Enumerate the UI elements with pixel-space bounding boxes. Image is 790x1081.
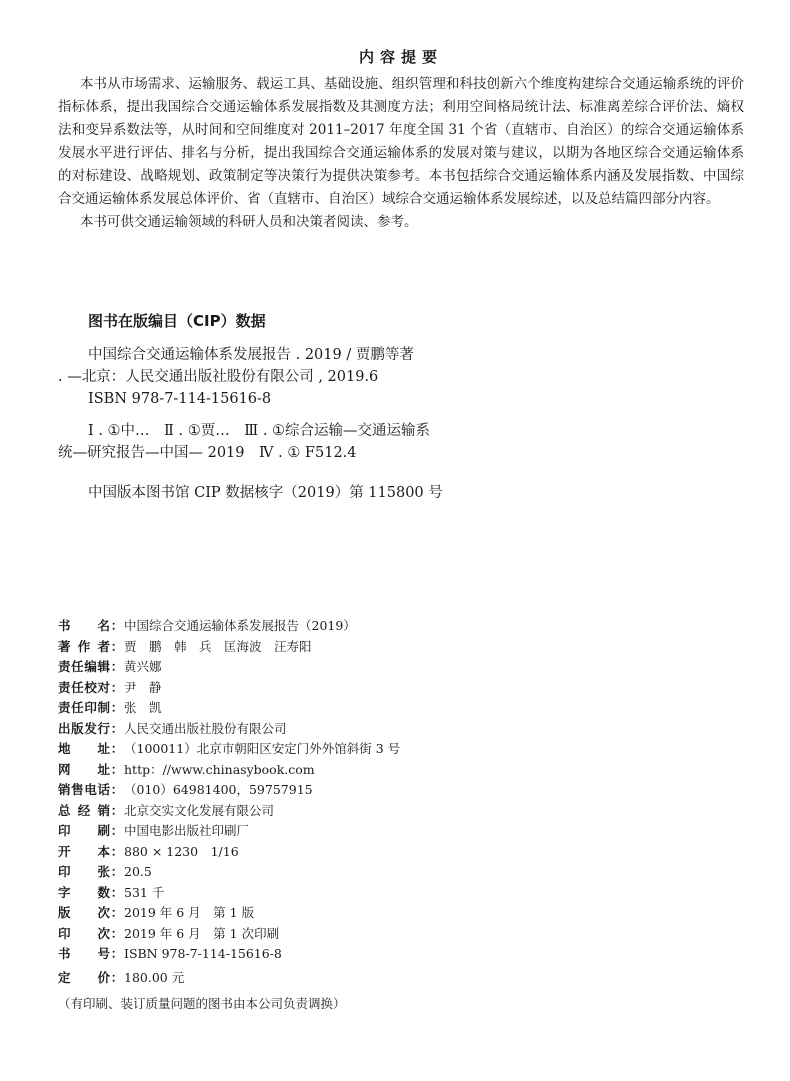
colophon-colon: ：: [110, 638, 124, 654]
colophon-row: [58, 944, 744, 965]
colophon-value: 2019 年 6 月 第 1 版: [124, 905, 255, 920]
colophon-label: 著作者: [58, 638, 110, 654]
colophon-value: http：//www.chinasybook.com: [124, 761, 315, 777]
colophon-colon: ：: [110, 700, 124, 715]
colophon-row: [58, 678, 744, 699]
summary-paragraph: [58, 73, 744, 211]
colophon-value: 张 凯: [124, 700, 162, 715]
colophon-row: [58, 862, 744, 883]
colophon-row: [58, 760, 744, 781]
summary-readers: 本书可供交通运输领域的科研人员和决策者阅读、参考。: [80, 214, 418, 230]
colophon-label: 印次: [58, 925, 110, 941]
colophon-row: [58, 698, 744, 719]
colophon-colon: ：: [110, 720, 124, 736]
colophon-label: 出版发行: [58, 720, 110, 736]
colophon-colon: ：: [110, 969, 124, 985]
colophon-value: 黄兴娜: [124, 659, 162, 674]
colophon-row: [58, 780, 744, 801]
summary-line: 指标体系，提出我国综合交通运输体系发展指数及其测度方法；利用空间格局统计法、标准离差综合评价法、熵权法和: [58, 99, 744, 138]
colophon-value: 531 千: [124, 884, 165, 900]
colophon-row: [58, 657, 744, 678]
colophon-colon: ：: [110, 823, 124, 838]
cip-classification-2: 统—研究报告—中国— 2019 Ⅳ . ① F512.4: [58, 445, 357, 461]
colophon-row: [58, 616, 744, 637]
colophon-colon: ：: [110, 679, 124, 695]
colophon-colon: ：: [110, 659, 124, 674]
colophon-row: [58, 739, 744, 760]
colophon-value: 880 × 1230 1/16: [124, 843, 239, 859]
colophon-row: [58, 801, 744, 822]
colophon-row: [58, 719, 744, 740]
colophon-colon: ：: [110, 905, 124, 920]
colophon-colon: ：: [110, 925, 124, 941]
colophon-value: （010）64981400，59757915: [124, 782, 313, 797]
summary-line: 总体评价、省（直辖市、自治区）域综合交通运输体系发展综述，以及总结篇四部分内容。: [179, 191, 720, 207]
colophon-colon: ：: [110, 946, 124, 961]
colophon-value: ISBN 978-7-114-15616-8: [124, 946, 282, 961]
colophon-label: 网址: [58, 761, 110, 777]
summary-line: 本书从市场需求、运输服务、载运工具、基础设施、组织管理和科技创新六个维度构建综合交通运输系统的评价: [80, 76, 744, 92]
summary-line: 行评估、排名与分析，提出我国综合交通运输体系的发展对策与建议，以期为各地区综合交通运输体系的对标建设、战: [58, 145, 745, 184]
colophon-label: 印张: [58, 864, 110, 879]
colophon-label: 地址: [58, 741, 110, 756]
colophon-label: 开本: [58, 843, 110, 859]
colophon-value: 180.00 元: [124, 969, 185, 985]
colophon-value: 2019 年 6 月 第 1 次印刷: [124, 925, 280, 941]
colophon-colon: ：: [110, 618, 124, 633]
replacement-note: （有印刷、装订质量问题的图书由本公司负责调换）: [58, 996, 346, 1011]
colophon-label: 字数: [58, 884, 110, 900]
colophon-value: 中国电影出版社印刷厂: [124, 823, 250, 838]
colophon-colon: ：: [110, 761, 124, 777]
colophon-row: [58, 903, 744, 924]
colophon-colon: ：: [110, 782, 124, 797]
colophon-label: 总经销: [58, 802, 110, 818]
colophon-label: 销售电话: [58, 782, 110, 797]
summary-title: 内容提要: [358, 48, 443, 66]
colophon-colon: ：: [110, 802, 124, 818]
cip-title-line: 中国综合交通运输体系发展报告 . 2019 / 贾鹏等著: [88, 347, 414, 363]
colophon-label: 书号: [58, 946, 110, 961]
cip-heading: 图书在版编目（CIP）数据: [88, 312, 266, 330]
colophon-value: （100011）北京市朝阳区安定门外外馆斜街 3 号: [124, 741, 401, 756]
colophon-row: [58, 821, 744, 842]
colophon-colon: ：: [110, 884, 124, 900]
colophon-value: 尹 静: [124, 679, 162, 695]
colophon-row: [58, 842, 744, 863]
cip-isbn: ISBN 978-7-114-15616-8: [88, 391, 272, 407]
colophon-row: [58, 637, 744, 658]
colophon-label: 印刷: [58, 823, 110, 838]
colophon-value: 贾 鹏 韩 兵 匡海波 汪寿阳: [124, 638, 312, 654]
colophon-label: 责任编辑: [58, 659, 110, 674]
summary-line: 变异系数法等，从时间和空间维度对 2011–2017 年度全国 31 个省（直辖市、自治区）的综合交通运输体系发展水平进: [58, 122, 745, 161]
colophon-value: 20.5: [124, 864, 152, 879]
colophon-row: [58, 924, 744, 945]
colophon-value: 人民交通出版社股份有限公司: [124, 720, 287, 736]
cip-classification-1: Ⅰ . ①中… Ⅱ . ①贾… Ⅲ . ①综合运输—交通运输系: [88, 423, 431, 439]
colophon-value: 北京交实文化发展有限公司: [124, 802, 275, 818]
summary-line: 略规划、政策制定等决策行为提供决策参考。本书包括综合交通运输体系内涵及发展指数、中国综合交通运输体系发展: [58, 168, 745, 207]
cip-publisher-line: . —北京：人民交通出版社股份有限公司 , 2019.6: [58, 369, 379, 385]
colophon-value: 中国综合交通运输体系发展报告（2019）: [124, 618, 356, 633]
colophon-colon: ：: [110, 864, 124, 879]
colophon-colon: ：: [110, 843, 124, 859]
colophon-label: 责任印制: [58, 700, 110, 715]
cip-record-number: 中国版本图书馆 CIP 数据核字（2019）第 115800 号: [88, 485, 443, 501]
colophon-label: 责任校对: [58, 679, 110, 695]
colophon-row: [58, 968, 744, 989]
colophon-label: 版次: [58, 905, 110, 920]
colophon-label: 书名: [58, 618, 110, 633]
colophon-label: 定价: [58, 969, 110, 985]
colophon-colon: ：: [110, 741, 124, 756]
colophon-row: [58, 883, 744, 904]
colophon: [58, 616, 744, 988]
